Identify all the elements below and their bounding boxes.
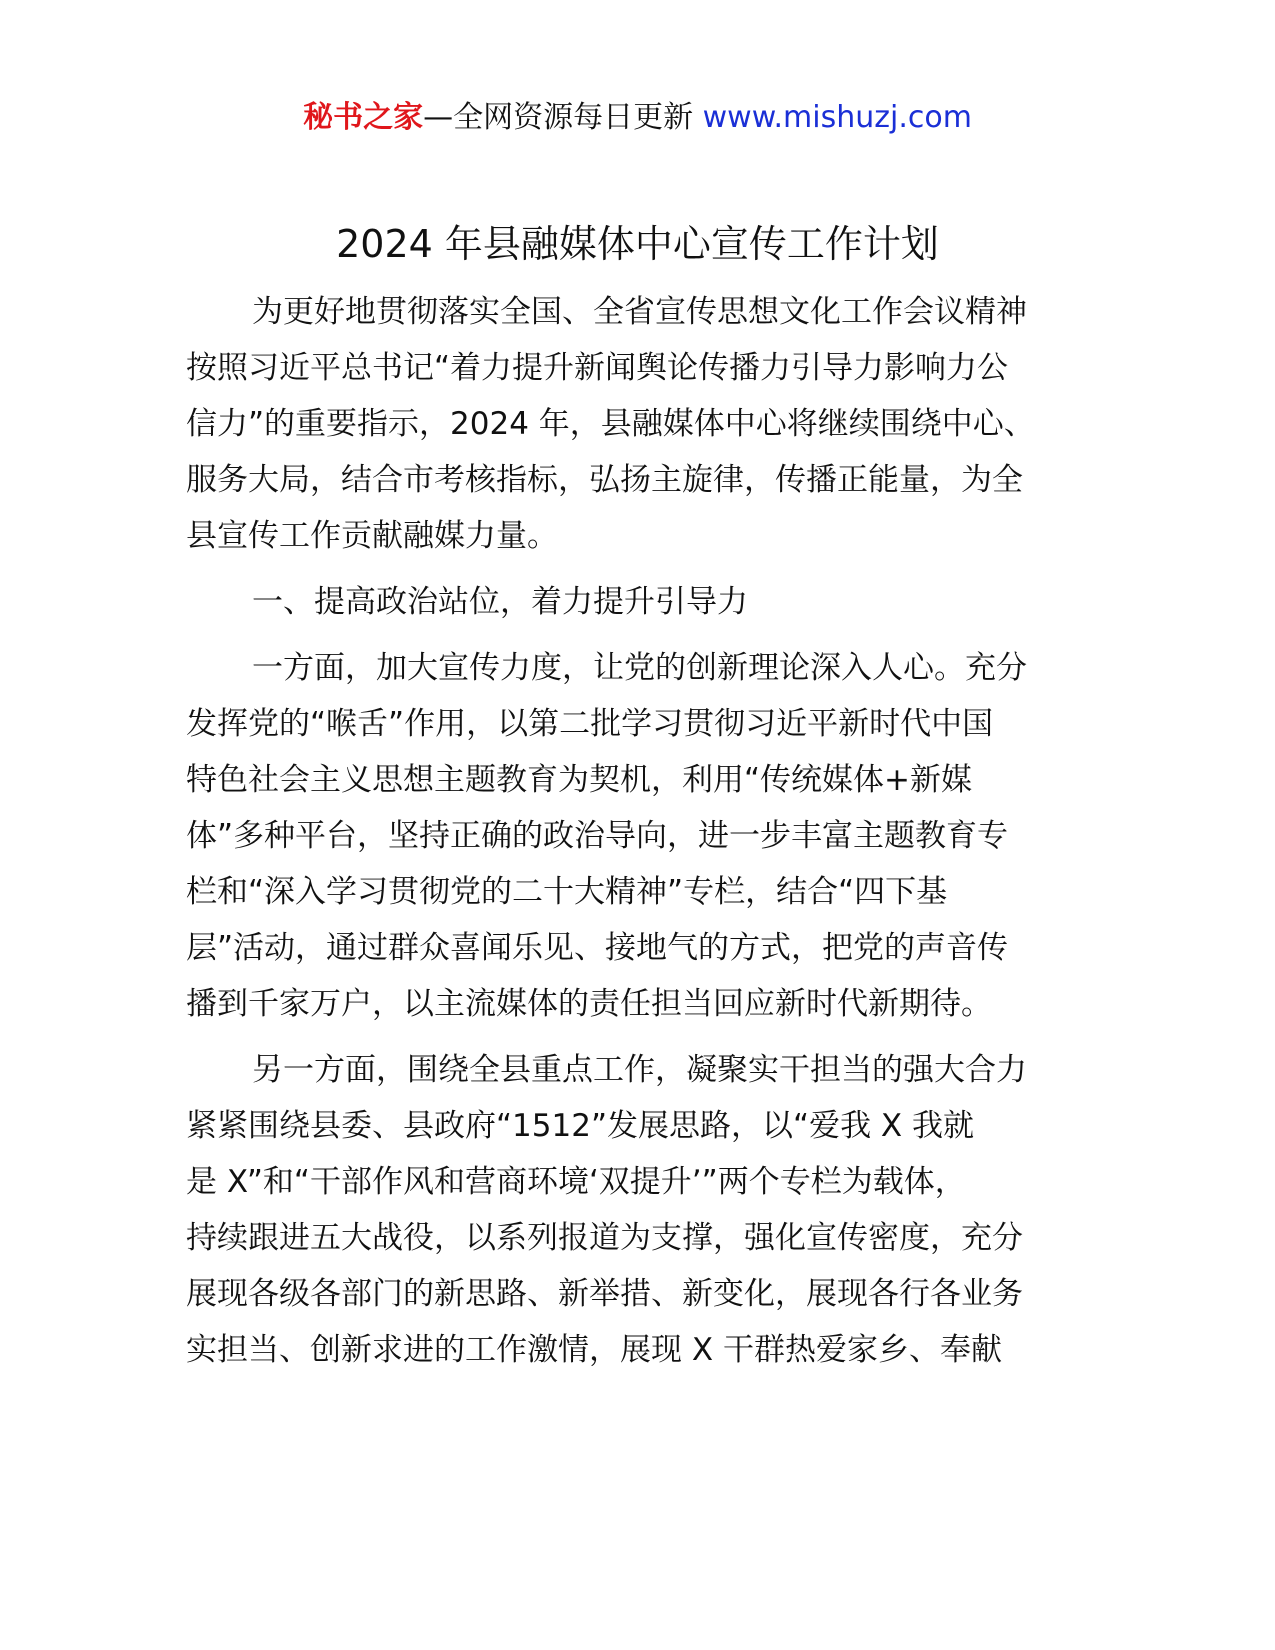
text-line: 一、提高政治站位，着力提升引导力 — [252, 584, 748, 620]
text-line: 体”多种平台，坚持正确的政治导向，进一步丰富主题教育专 — [186, 818, 1009, 854]
text-line: 发挥党的“喉舌”作用，以第二批学习贯彻习近平新时代中国 — [186, 706, 994, 742]
site-url[interactable]: www.mishuzj.com — [702, 100, 972, 135]
text-line: 特色社会主义思想主题教育为契机，利用“传统媒体+新媒 — [186, 762, 973, 798]
text-line: 实担当、创新求进的工作激情，展现 X 干群热爱家乡、奉献 — [186, 1332, 1002, 1368]
text-line: 按照习近平总书记“着力提升新闻舆论传播力引导力影响力公 — [186, 350, 1009, 386]
paragraph-second-aspect — [186, 1042, 1086, 1378]
document-title: 2024 年县融媒体中心宣传工作计划 — [336, 222, 939, 266]
text-line: 一方面，加大宣传力度，让党的创新理论深入人心。充分 — [252, 650, 1027, 686]
text-line: 紧紧围绕县委、县政府“1512”发展思路，以“爱我 X 我就 — [186, 1108, 975, 1144]
page-header — [0, 96, 1275, 140]
site-brand: 秘书之家 — [303, 100, 424, 135]
text-line: 县宣传工作贡献融媒力量。 — [186, 518, 558, 554]
section-heading — [186, 574, 1086, 630]
document-body — [186, 284, 1086, 1388]
text-line: 为更好地贯彻落实全国、全省宣传思想文化工作会议精神 — [252, 294, 1027, 330]
text-line: 持续跟进五大战役，以系列报道为支撑，强化宣传密度，充分 — [186, 1220, 1023, 1256]
paragraph-intro — [186, 284, 1086, 564]
text-line: 服务大局，结合市考核指标，弘扬主旋律，传播正能量，为全 — [186, 462, 1023, 498]
text-line: 播到千家万户，以主流媒体的责任担当回应新时代新期待。 — [186, 986, 992, 1022]
text-line: 展现各级各部门的新思路、新举措、新变化，展现各行各业务 — [186, 1276, 1023, 1312]
text-line: 是 X”和“干部作风和营商环境‘双提升’”两个专栏为载体， — [186, 1164, 966, 1200]
text-line: 另一方面，围绕全县重点工作，凝聚实干担当的强大合力 — [252, 1052, 1027, 1088]
text-line: 层”活动，通过群众喜闻乐见、接地气的方式，把党的声音传 — [186, 930, 1009, 966]
paragraph-first-aspect — [186, 640, 1086, 1032]
text-line: 栏和“深入学习贯彻党的二十大精神”专栏，结合“四下基 — [186, 874, 948, 910]
site-slogan: —全网资源每日更新 — [423, 100, 694, 135]
text-line: 信力”的重要指示，2024 年，县融媒体中心将继续围绕中心、 — [186, 406, 1035, 442]
